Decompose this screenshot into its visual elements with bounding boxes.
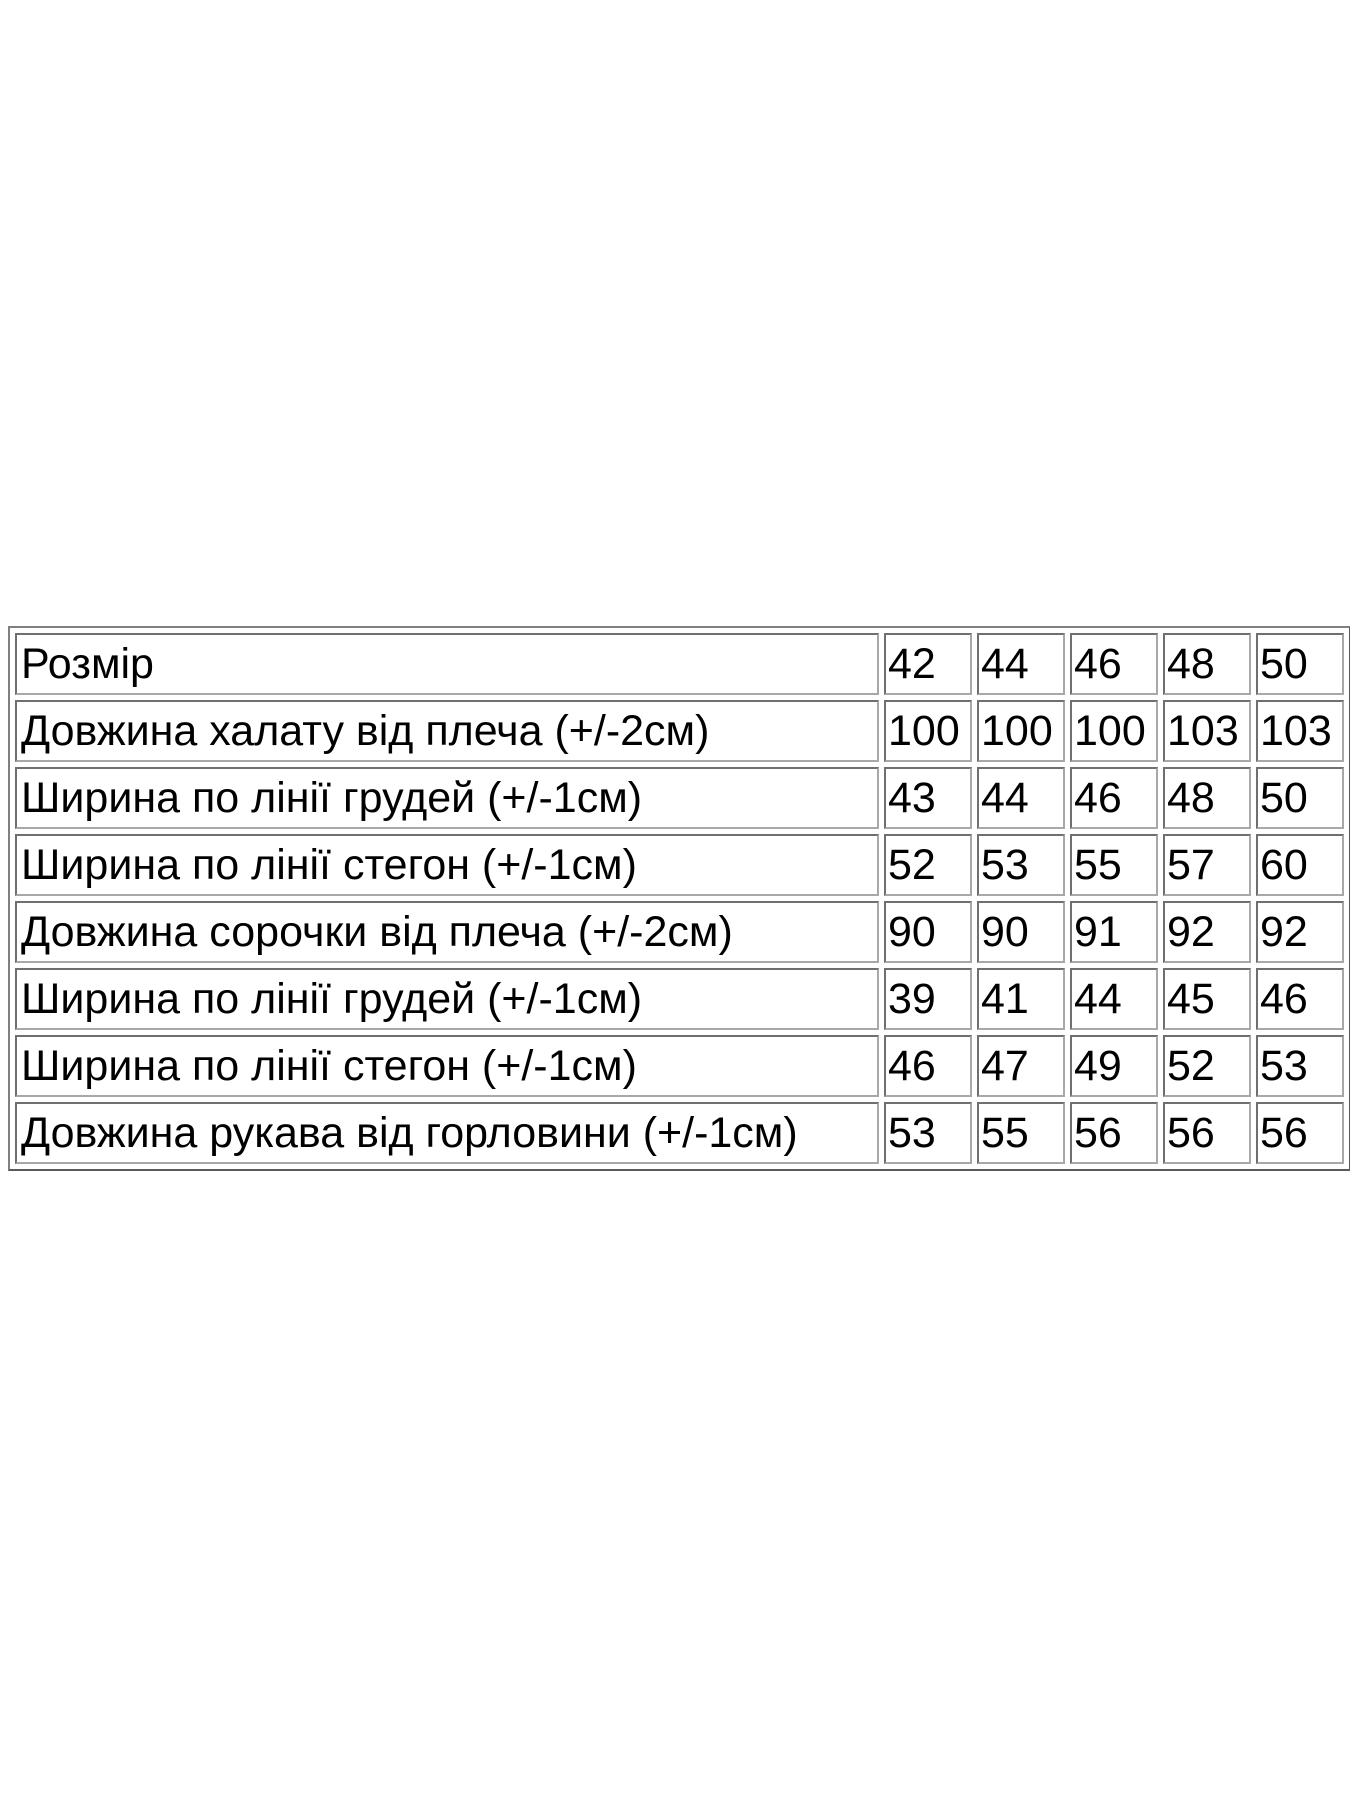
- table-cell: 49: [1070, 1035, 1158, 1097]
- table-cell: 56: [1070, 1102, 1158, 1164]
- table-cell: 55: [1070, 834, 1158, 896]
- table-cell: 39: [884, 968, 972, 1030]
- table-cell: 46: [1256, 968, 1344, 1030]
- table-cell: 50: [1256, 767, 1344, 829]
- table-cell: 44: [977, 767, 1065, 829]
- table-cell: 100: [977, 700, 1065, 762]
- table-cell: 52: [1163, 1035, 1251, 1097]
- table-cell: 42: [884, 633, 972, 695]
- table-cell: 45: [1163, 968, 1251, 1030]
- row-label: Розмір: [15, 633, 879, 695]
- row-label: Ширина по лінії грудей (+/-1см): [15, 767, 879, 829]
- table-cell: 43: [884, 767, 972, 829]
- table-cell: 41: [977, 968, 1065, 1030]
- table-cell: 56: [1163, 1102, 1251, 1164]
- table-cell: 48: [1163, 633, 1251, 695]
- table-row: [15, 968, 1344, 1030]
- table-cell: 56: [1256, 1102, 1344, 1164]
- table-row: [15, 901, 1344, 963]
- table-row: [15, 633, 1344, 695]
- row-label: Ширина по лінії стегон (+/-1см): [15, 834, 879, 896]
- table-cell: 103: [1163, 700, 1251, 762]
- table-cell: 53: [977, 834, 1065, 896]
- table-cell: 55: [977, 1102, 1065, 1164]
- table-cell: 44: [977, 633, 1065, 695]
- table-row: [15, 1035, 1344, 1097]
- table-row: [15, 1102, 1344, 1164]
- table-cell: 47: [977, 1035, 1065, 1097]
- table-cell: 90: [884, 901, 972, 963]
- row-label: Довжина рукава від горловини (+/-1см): [15, 1102, 879, 1164]
- table-row: [15, 834, 1344, 896]
- table-cell: 46: [1070, 767, 1158, 829]
- table-cell: 50: [1256, 633, 1344, 695]
- table-cell: 92: [1256, 901, 1344, 963]
- table-cell: 100: [1070, 700, 1158, 762]
- table-cell: 103: [1256, 700, 1344, 762]
- table-cell: 57: [1163, 834, 1251, 896]
- table-cell: 92: [1163, 901, 1251, 963]
- table-cell: 46: [884, 1035, 972, 1097]
- table-cell: 60: [1256, 834, 1344, 896]
- table-cell: 90: [977, 901, 1065, 963]
- table-cell: 53: [1256, 1035, 1344, 1097]
- table-cell: 46: [1070, 633, 1158, 695]
- table-cell: 100: [884, 700, 972, 762]
- table-row: [15, 767, 1344, 829]
- row-label: Ширина по лінії грудей (+/-1см): [15, 968, 879, 1030]
- row-label: Довжина халату від плеча (+/-2см): [15, 700, 879, 762]
- table-row: [15, 700, 1344, 762]
- table-cell: 44: [1070, 968, 1158, 1030]
- table-cell: 52: [884, 834, 972, 896]
- table-cell: 91: [1070, 901, 1158, 963]
- table-cell: 53: [884, 1102, 972, 1164]
- table-cell: 48: [1163, 767, 1251, 829]
- size-chart-table: [8, 626, 1350, 1171]
- row-label: Довжина сорочки від плеча (+/-2см): [15, 901, 879, 963]
- row-label: Ширина по лінії стегон (+/-1см): [15, 1035, 879, 1097]
